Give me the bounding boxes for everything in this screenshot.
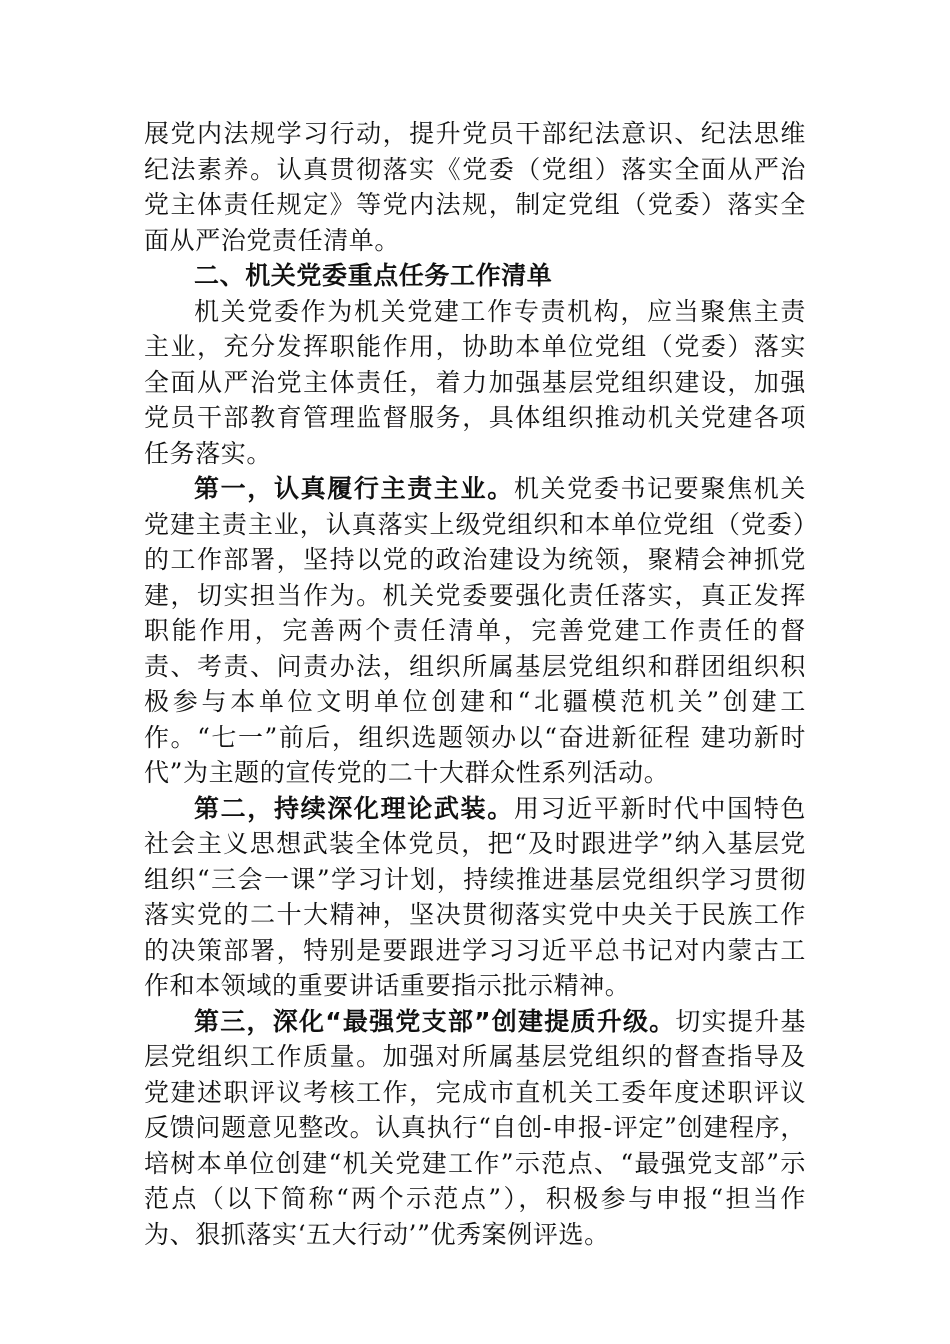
section-heading: 二、机关党委重点任务工作清单 — [194, 261, 553, 290]
item-lead-1: 第一，认真履行主责主业。 — [194, 474, 514, 503]
item-paragraph-3 — [144, 1004, 806, 1253]
item-lead-2: 第二，持续深化理论武装。 — [194, 793, 514, 823]
item-lead-3: 第三，深化“最强党支部”创建提质升级。 — [194, 1006, 676, 1036]
item-body-1: 机关党委书记要聚焦机关党建主责主业，认真落实上级党组织和本单位党组（党委）的工作部署，坚持以党的政治建设为统领，聚精会神抓党建，切实担当作为。机关党委要强化责任落实，真正发挥职能作用，完善两个责任清单，完善党建工作责任的督责、考责、问责办法，组织所属基层党组织和群团组织积极参与本单位文明单位创建和“北疆模范机关”创建工作。“七一”前后，组织选题领办以“奋进新征程 建功新时代”为主题的宣传党的二十大群众性系列活动。 — [144, 474, 807, 787]
item-paragraph-2 — [144, 791, 806, 1004]
intro-paragraph: 展党内法规学习行动，提升党员干部纪法意识、纪法思维纪法素养。认真贯彻落实《党委（党组）落实全面从严治党主体责任规定》等党内法规，制定党组（党委）落实全面从严治党责任清单。 — [144, 119, 806, 255]
item-body-3: 切实提升基层党组织工作质量。加强对所属基层党组织的督查指导及党建述职评议考核工作，完成市直机关工委年度述职评议反馈问题意见整改。认真执行“自创-申报-评定”创建程序，培树本单位创建“机关党建工作”示范点、“最强党支部”示范点（以下简称“两个示范点”），积极参与申报“担当作为、狠抓落实‘五大行动’”优秀案例评选。 — [144, 1006, 806, 1249]
item-body-2: 用习近平新时代中国特色社会主义思想武装全体党员，把“及时跟进学”纳入基层党组织“三会一课”学习计划，持续推进基层党组织学习贯彻落实党的二十大精神，坚决贯彻落实党中央关于民族工作的决策部署，特别是要跟进学习习近平总书记对内蒙古工作和本领域的重要讲话重要指示批示精神。 — [144, 793, 807, 1000]
document-body — [144, 116, 806, 1252]
item-paragraph-1 — [144, 471, 806, 791]
section-intro-paragraph: 机关党委作为机关党建工作专责机构，应当聚焦主责主业，充分发挥职能作用，协助本单位党组（党委）落实全面从严治党主体责任，着力加强基层党组织建设，加强党员干部教育管理监督服务，具体组织推动机关党建各项任务落实。 — [144, 296, 806, 468]
